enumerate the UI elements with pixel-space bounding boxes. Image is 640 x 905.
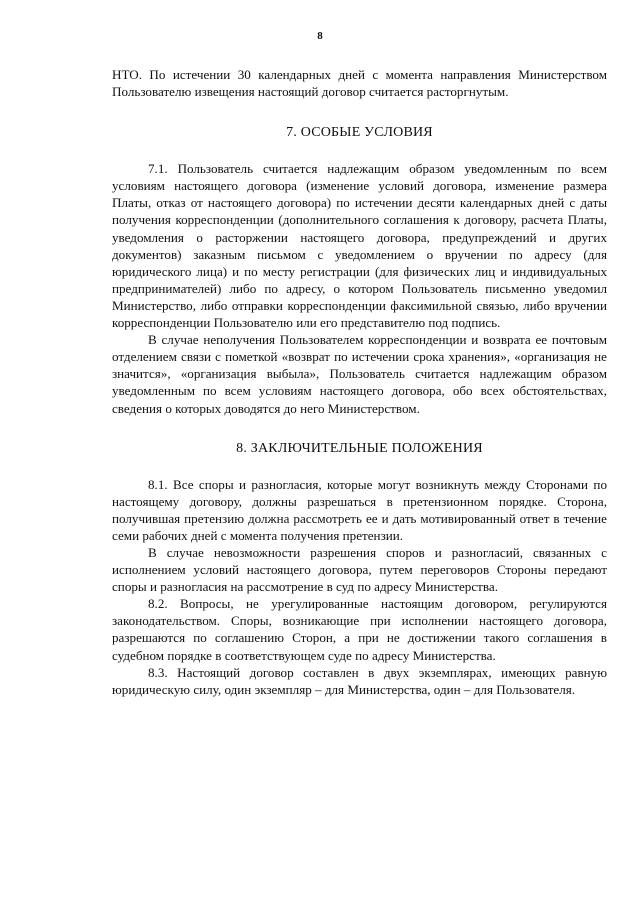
page-number: 8 (317, 30, 323, 42)
continuation-paragraph: НТО. По истечении 30 календарных дней с момента направления Министерством Пользователю извещения настоящий договор считается расторгнутым. (112, 67, 607, 100)
section-7-title: 7. ОСОБЫЕ УСЛОВИЯ (286, 125, 433, 141)
clause-7-1: 7.1. Пользователь считается надлежащим образом уведомленным по всем условиям настоящего договора (изменение условий договора, изменение размера Платы, отказ от настоящего договора) по истечении десяти календарных дней с даты получения корреспонденции (дополнительного соглашения к договору, расчета Платы, уведомления о расторжении настоящего договора, предупреждений и других документов) заказным письмом с уведомлением о вручении по адресу (для юридического лица) и по месту регистрации (для физических лиц и индивидуальных предпринимателей) либо по адресу, о котором Пользователь письменно уведомил Министерство, либо отправки корреспонденции факсимильной связью, либо вручении корреспонденции Пользователю или его представителю под подпись. (112, 161, 607, 331)
section-8-title: 8. ЗАКЛЮЧИТЕЛЬНЫЕ ПОЛОЖЕНИЯ (236, 440, 483, 456)
clause-8-3: 8.3. Настоящий договор составлен в двух экземплярах, имеющих равную юридическую силу, один экземпляр – для Министерства, один – для Пользователя. (112, 664, 607, 697)
document-body (112, 66, 607, 698)
clause-7-1-non-receipt: В случае неполучения Пользователем корреспонденции и возврата ее почтовым отделением связи с пометкой «возврат по истечении срока хранения», «организация не значится», «организация выбыла», Пользователь считается надлежащим образом уведомленным по всем условиям настоящего договора, обо всех обстоятельствах, сведения о которых доводятся до него Министерством. (112, 332, 607, 416)
clause-8-1: 8.1. Все споры и разногласия, которые могут возникнуть между Сторонами по настоящему договору, должны разрешаться в претензионном порядке. Сторона, получившая претензию должна рассмотреть ее и дать мотивированный ответ в течение семи рабочих дней с момента получения претензии. (112, 476, 607, 543)
clause-8-1-disputes: В случае невозможности разрешения споров и разногласий, связанных с исполнением условий настоящего договора, путем переговоров Стороны передают споры и разногласия на рассмотрение в суд по адресу Министерства. (112, 544, 607, 595)
clause-8-2: 8.2. Вопросы, не урегулированные настоящим договором, регулируются законодательством. Споры, возникающие при исполнении настоящего договора, разрешаются по соглашению Сторон, а при не достижении такого соглашения в судебном порядке в соответствующем суде по адресу Министерства. (112, 596, 607, 663)
